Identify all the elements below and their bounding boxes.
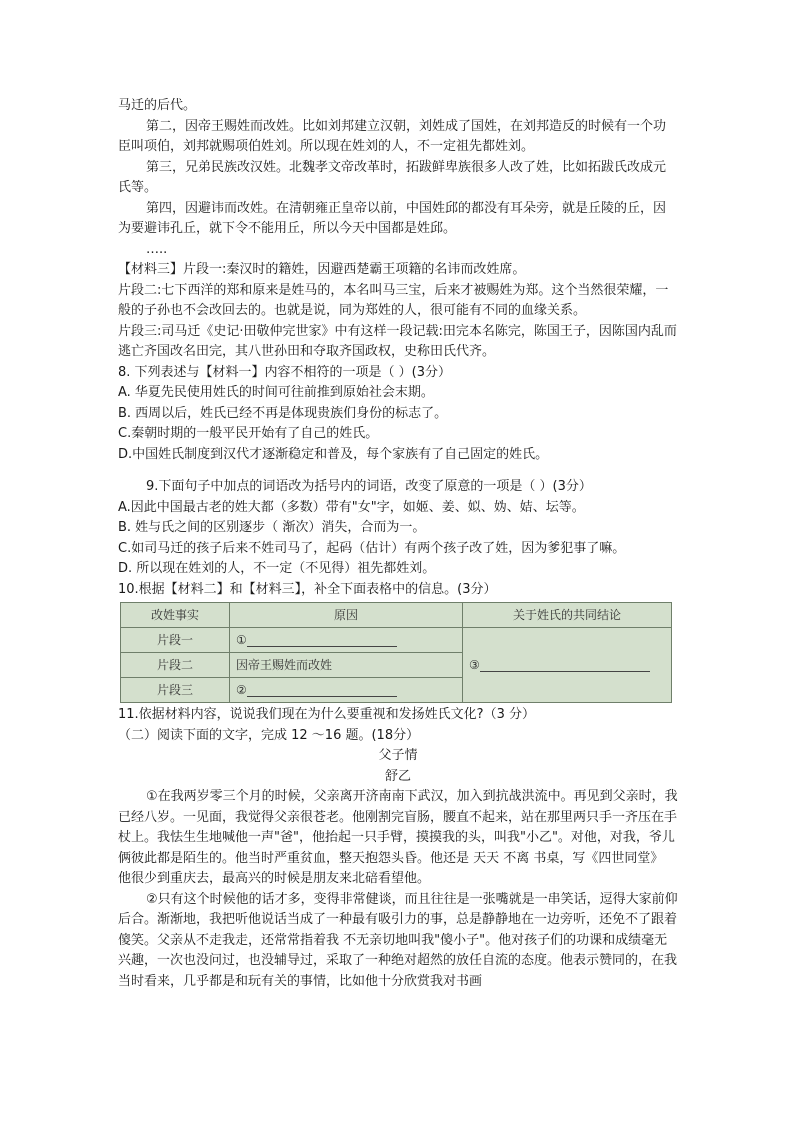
reason-cell: 因帝王赐姓而改姓 [230,653,463,678]
row-label: 片段二 [121,653,230,678]
reason-cell [230,678,463,703]
blank-marker: ③ [469,657,480,672]
material-three-fragment-three: 片段三:司马迁《史记·田敬仲完世家》中有这样一段记载:田完本名陈完，陈国王子，因陈国内乱而逃亡齐国改名田完，其八世孙田和夺取齐国政权，史称田氏代齐。 [118,323,677,359]
answer-blank[interactable] [480,658,650,672]
essay-title: 父子情 [378,748,418,763]
option-a: A.因此中国最古老的姓大都（多数）带有"女"字，如姬、姜、姒、妫、姞、坛等。 [118,499,585,515]
question-11: 11.依据材料内容，说说我们现在为什么要重视和发扬姓氏文化?（3 分） [118,707,535,722]
question-stem: 10.根据【材料二】和【材料三】，补全下面表格中的信息。(3分） [118,581,497,597]
answer-blank[interactable] [247,683,397,697]
option-b: B. 西周以后，姓氏已经不再是体现贵族们身份的标志了。 [118,405,448,421]
row-label: 片段一 [121,628,230,653]
blank-marker: ① [236,632,247,647]
option-d: D.中国姓氏制度到汉代才逐渐稳定和普及，每个家族有了自己固定的姓氏。 [118,446,549,462]
conclusion-cell [463,628,672,703]
blank-marker: ② [236,682,247,697]
option-d: D. 所以现在姓刘的人，不一定（不见得）祖先都姓刘。 [118,561,436,576]
material-three-fragment-one: 【材料三】片段一:秦汉时的籍姓，因避西楚霸王项籍的名讳而改姓席。 [118,262,526,277]
table-header: 关于姓氏的共同结论 [463,603,672,628]
question-8 [118,363,678,466]
question-stem: 8. 下列表述与【材料一】内容不相符的一项是（ ）(3分） [118,364,452,380]
option-a: A. 华夏先民使用姓氏的时间可往前推到原始社会末期。 [118,385,434,400]
paragraph-reason-three: 第三，兄弟民族改汉姓。北魏孝文帝改革时，拓跋鲜卑族很多人改了姓，比如拓跋氏改成元氏等。 [118,159,667,195]
reason-cell [230,628,463,653]
question-9 [118,477,678,580]
section-heading: （二）阅读下面的文字，完成 12 ～16 题。(18分） [118,727,420,743]
material-three-fragment-two: 片段二:七下西洋的郑和原来是姓马的，本名叫马三宝，后来才被赐姓为郑。这个当然很荣耀，一般的子孙也不会改回去的。也就是说，同为郑姓的人，很可能有不同的血缘关系。 [118,282,669,318]
option-c: C.秦朝时期的一般平民开始有了自己的姓氏。 [118,426,379,441]
option-c: C.如司马迁的孩子后来不姓司马了，起码（估计）有两个孩子改了姓，因为爹犯事了嘛。 [118,540,626,556]
question-10 [118,580,678,704]
document-page [118,96,678,992]
ellipsis-line: ….. [146,241,168,257]
row-label: 片段三 [121,678,230,703]
essay-paragraph-2: ②只有这个时候他的话才多，变得非常健谈，而且往往是一张嘴就是一串笑话，逗得大家前仰后合。渐渐地，我把听他说话当成了一种最有吸引力的事，总是静静地在一边旁听，还免不了跟着傻笑。父亲从不走我走，还常常指着我 不无亲切地叫我"傻小子"。他对孩子们的功课和成绩毫无兴趣，一次也没问过，也没辅导过，采取了一种绝对超然的放任自流的态度。他表示赞同的，在我当时看来，几乎都是和玩有关的事情，比如他十分欣赏我对书画 [118,891,678,989]
table-header-row [121,603,672,628]
option-b: B. 姓与氏之间的区别逐步（ 渐次）消失，合而为一。 [118,520,426,535]
paragraph-reason-four: 第四，因避讳而改姓。在清朝雍正皇帝以前，中国姓邱的都没有耳朵旁，就是丘陵的丘，因为要避讳孔丘，就下令不能用丘，所以今天中国都是姓邱。 [118,200,667,236]
essay-author: 舒乙 [384,768,411,784]
text-line: 马迁的后代。 [118,98,197,113]
essay-paragraph-1: ①在我两岁零三个月的时候，父亲离开济南南下武汉，加入到抗战洪流中。再见到父亲时，我已经八岁。一见面，我觉得父亲很苍老。他刚割完盲肠，腰直不起来，站在那里两只手一齐压在手杖上。我怯生生地喊他一声"爸"，他抬起一只手臂，摸摸我的头，叫我"小乙"。对他，对我，爷儿俩彼此都是陌生的。他当时严重贫血，整天抱怨头昏。他还是 天天 不离 书桌，写《四世同堂》 他很少到重庆去，最高兴的时候是朋友来北碚看望他。 [118,789,678,886]
question-stem: 9.下面句子中加点的词语改为括号内的词语，改变了原意的一项是（ ）(3分） [146,479,592,494]
paragraph-reason-two: 第二，因帝王赐姓而改姓。比如刘邦建立汉朝，刘姓成了国姓，在刘邦造反的时候有一个功臣叫项伯，刘邦就赐项伯姓刘。所以现在姓刘的人，不一定祖先都姓刘。 [118,118,667,154]
table-header: 原因 [230,603,463,628]
table-row [121,628,672,653]
answer-blank[interactable] [247,633,397,647]
info-table [120,602,672,703]
table-header: 改姓事实 [121,603,230,628]
